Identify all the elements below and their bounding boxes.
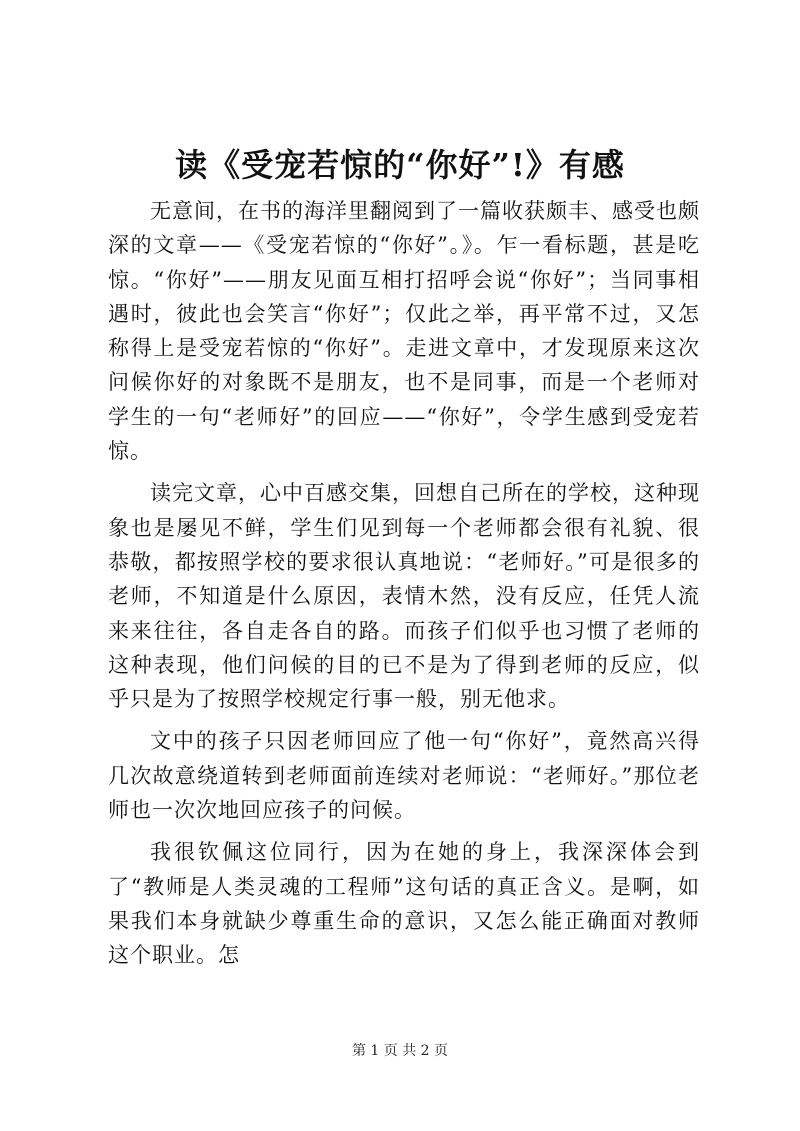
paragraph: 无意间，在书的海洋里翻阅到了一篇收获颇丰、感受也颇深的文章——《受宠若惊的“你好”。》。乍一看标题，甚是吃惊。“你好”——朋友见面互相打招呼会说“你好”；当同事相遇时，彼此也会笑言“你好”；仅此之举，再平常不过，又怎称得上是受宠若惊的“你好”。走进文章中，才发现原来这次问候你好的对象既不是朋友，也不是同事，而是一个老师对学生的一句“老师好”的回应——“你好”，令学生感到受宠若惊。 xyxy=(108,199,700,464)
paragraph: 文中的孩子只因老师回应了他一句“你好”，竟然高兴得几次故意绕道转到老师面前连续对老师说：“老师好。”那位老师也一次次地回应孩子的问候。 xyxy=(108,729,700,823)
paragraph: 读完文章，心中百感交集，回想自己所在的学校，这种现象也是屡见不鲜，学生们见到每一个老师都会很有礼貌、很恭敬，都按照学校的要求很认真地说：“老师好。”可是很多的老师，不知道是什么原因，表情木然，没有反应，任凭人流来来往往，各自走各自的路。而孩子们似乎也习惯了老师的这种表现，他们问候的目的已不是为了得到老师的反应，似乎只是为了按照学校规定行事一般，别无他求。 xyxy=(108,481,700,712)
page-footer: 第 1 页 共 2 页 xyxy=(351,1043,449,1059)
paragraph: 我很钦佩这位同行，因为在她的身上，我深深体会到了“教师是人类灵魂的工程师”这句话的真正含义。是啊，如果我们本身就缺少尊重生命的意识，又怎么能正确面对教师这个职业。怎 xyxy=(108,840,700,968)
document-body xyxy=(108,194,700,981)
document-title: 读《受宠若惊的“你好”!》有感 xyxy=(175,146,625,184)
